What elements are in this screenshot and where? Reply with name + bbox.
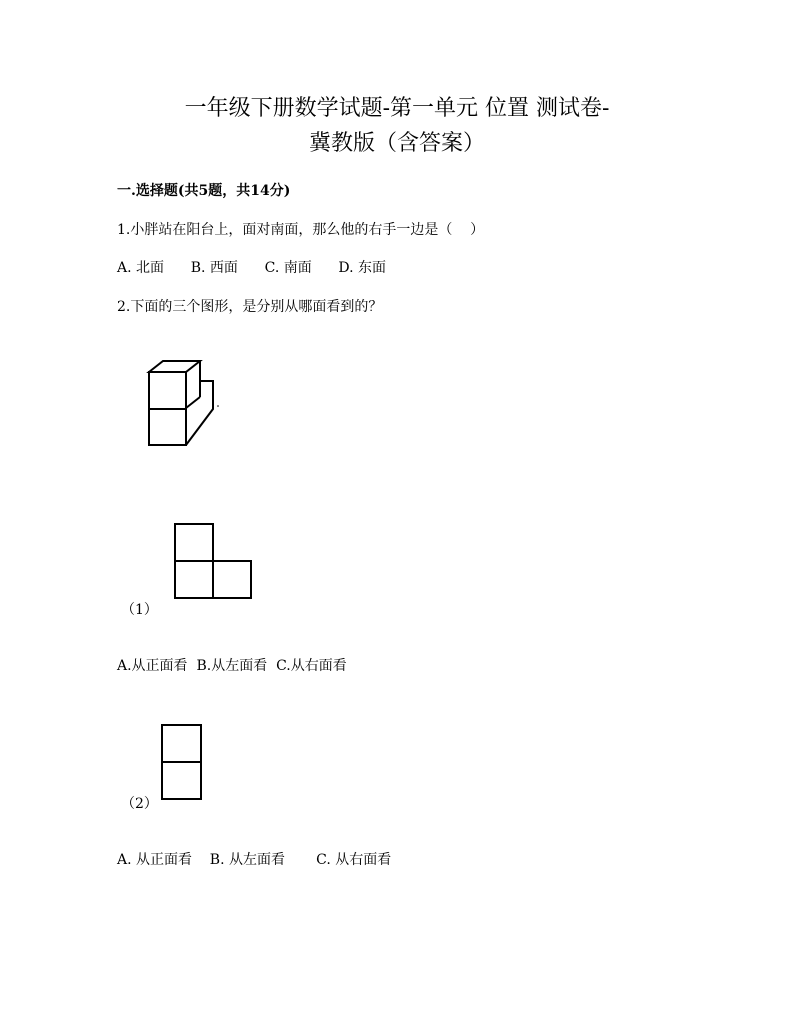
- page-title-line1: 一年级下册数学试题-第一单元 位置 测试卷-: [184, 96, 610, 121]
- section-heading: 一.选择题(共5题，共14分): [117, 183, 291, 199]
- question-2-sub1-label: （1）: [121, 602, 158, 618]
- view-2-figure: [160, 723, 204, 801]
- question-2-sub2-options: A. 从正面看 B. 从左面看 C. 从右面看: [117, 852, 392, 868]
- question-2-sub1-options: A.从正面看 B.从左面看 C.从右面看: [117, 658, 347, 674]
- cube-stack-figure: [140, 350, 230, 455]
- question-1-stem: 1.小胖站在阳台上，面对南面，那么他的右手一边是（ ）: [117, 222, 485, 238]
- page-title-line2: 冀教版（含答案）: [308, 131, 485, 156]
- question-2-sub2-label: （2）: [121, 796, 158, 812]
- view-1-figure: [173, 522, 253, 600]
- question-1-options: A. 北面 B. 西面 C. 南面 D. 东面: [117, 260, 387, 276]
- question-2-stem: 2.下面的三个图形，是分别从哪面看到的？: [117, 299, 383, 315]
